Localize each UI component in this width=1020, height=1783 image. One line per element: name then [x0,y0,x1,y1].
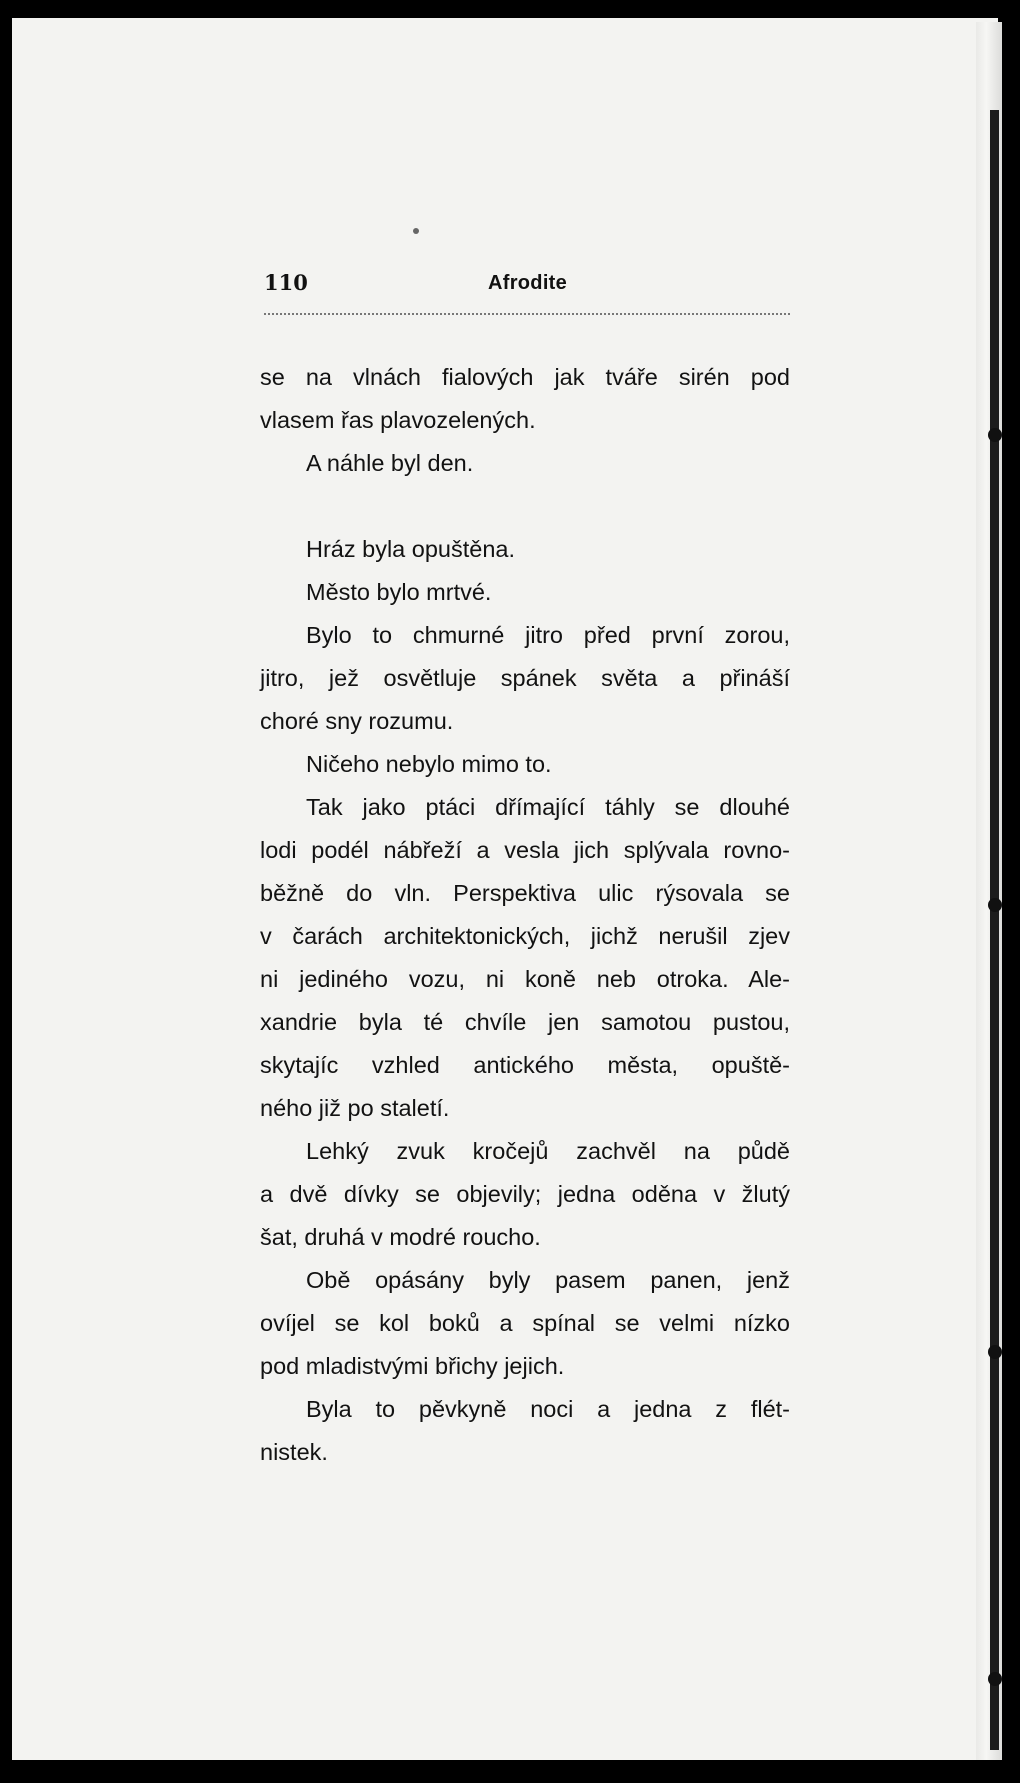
text-line: xandrie byla té chvíle jen samotou pustou, [260,1009,790,1035]
text-line: skytajíc vzhled antického města, opuště- [260,1052,790,1078]
binding-clasp [988,1672,1002,1686]
text-line: se na vlnách fialových jak tváře sirén pod [260,364,790,390]
text-line: v čarách architektonických, jichž nerušil zjev [260,923,790,949]
text-line: vlasem řas plavozelených. [260,407,536,433]
ink-speck [413,228,419,234]
text-line: lodi podél nábřeží a vesla jich splývala rovno- [260,837,790,863]
text-line: ného již po staletí. [260,1095,450,1121]
text-line: Ničeho nebylo mimo to. [306,751,552,777]
text-line: jitro, jež osvětluje spánek světa a přináší [260,665,790,691]
section-gap [260,485,790,528]
body-text [260,356,790,1474]
text-line: ni jediného vozu, ni koně neb otroka. Ale- [260,966,790,992]
text-line: běžně do vln. Perspektiva ulic rýsovala se [260,880,790,906]
running-title: Afrodite [488,272,568,294]
text-line: pod mladistvými břichy jejich. [260,1353,565,1379]
text-line: A náhle byl den. [306,450,474,476]
text-line: šat, druhá v modré roucho. [260,1224,541,1250]
text-line: Město bylo mrtvé. [306,579,492,605]
header-rule [264,313,790,315]
text-line: a dvě dívky se objevily; jedna oděna v žlutý [260,1181,790,1207]
page-number: 110 [264,270,308,295]
text-line: Byla to pěvkyně noci a jedna z flét- [306,1396,790,1422]
text-line: Tak jako ptáci dřímající táhly se dlouhé [306,794,790,820]
text-line: choré sny rozumu. [260,708,454,734]
book-binding [990,110,999,1750]
text-line: nistek. [260,1439,328,1465]
running-head [264,270,790,300]
binding-clasp [988,898,1002,912]
text-line: Obě opásány byly pasem panen, jenž [306,1267,790,1293]
text-line: Bylo to chmurné jitro před první zorou, [306,622,790,648]
text-line: Hráz byla opuštěna. [306,536,516,562]
binding-clasp [988,1345,1002,1359]
text-line: Lehký zvuk kročejů zachvěl na půdě [306,1138,790,1164]
binding-clasp [988,428,1002,442]
text-line: ovíjel se kol boků a spínal se velmi nízko [260,1310,790,1336]
